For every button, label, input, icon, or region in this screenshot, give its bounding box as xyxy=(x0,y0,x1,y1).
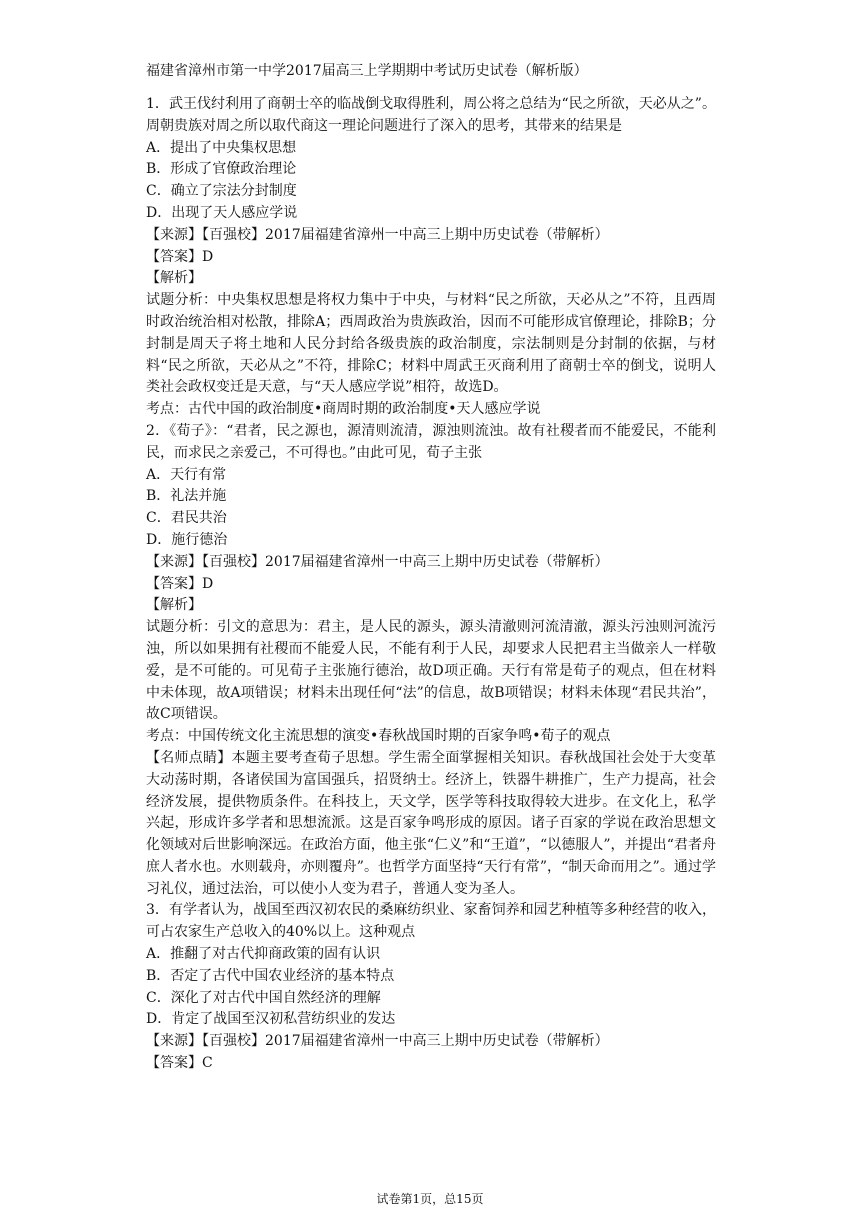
q2-analysis: 试题分析：引文的意思为：君主，是人民的源头，源头清澈则河流清澈，源头污浊则河流污浊，所以如果拥有社稷而不能爱人民，不能有利于人民，却要求人民把君主当做亲人一样敬爱，是不可能的。可见荀子主张施行德治，故D项正确。天行有常是荀子的观点，但在材料中未体现，故A项错误；材料未出现任何“法”的信息，故B项错误；材料未体现“君民共治”，故C项错误。 xyxy=(146,619,716,723)
q2-stem: 2．《荀子》：“君者，民之源也，源清则流清，源浊则流浊。故有社稷者而不能爱民，不能利民，而求民之亲爱己，不可得也。”由此可见，荀子主张 xyxy=(146,422,716,461)
q3-option-b: B．否定了古代中国农业经济的基本特点 xyxy=(146,967,395,984)
q3-stem: 3．有学者认为，战国至西汉初农民的桑麻纺织业、家畜饲养和园艺种植等多种经营的收入，可占农家生产总收入的40%以上。这种观点 xyxy=(146,902,716,941)
q2-answer: 【答案】D xyxy=(146,575,214,592)
document-title: 福建省漳州市第一中学2017届高三上学期期中考试历史试卷（解析版） xyxy=(146,63,588,79)
q1-answer: 【答案】D xyxy=(146,248,214,265)
q3-source: 【来源】【百强校】2017届福建省漳州一中高三上期中历史试卷（带解析） xyxy=(146,1033,609,1050)
q1-option-c: C．确立了宗法分封制度 xyxy=(146,183,297,200)
q2-option-d: D．施行德治 xyxy=(146,531,228,548)
document-body xyxy=(146,60,716,1075)
q2-option-b: B．礼法并施 xyxy=(146,488,227,505)
q3-option-c: C．深化了对古代中国自然经济的理解 xyxy=(146,989,381,1006)
q3-option-d: D．肯定了战国至汉初私营纺织业的发达 xyxy=(146,1011,396,1028)
q2-source: 【来源】【百强校】2017届福建省漳州一中高三上期中历史试卷（带解析） xyxy=(146,553,609,570)
q1-analysis-heading: 【解析】 xyxy=(146,270,202,287)
q2-keypoint: 考点：中国传统文化主流思想的演变•春秋战国时期的百家争鸣•荀子的观点 xyxy=(146,728,611,745)
q3-answer: 【答案】C xyxy=(146,1055,213,1072)
q1-option-b: B．形成了官僚政治理论 xyxy=(146,161,297,178)
q1-option-a: A．提出了中央集权思想 xyxy=(146,139,297,156)
q3-option-a: A．推翻了对古代抑商政策的固有认识 xyxy=(146,946,381,963)
q1-option-d: D．出现了天人感应学说 xyxy=(146,204,298,221)
q2-analysis-heading: 【解析】 xyxy=(146,597,202,614)
q2-option-a: A．天行有常 xyxy=(146,466,227,483)
q1-analysis: 试题分析：中央集权思想是将权力集中于中央，与材料“民之所欲，天必从之”不符，且西周时政治统治相对松散，排除A；西周政治为贵族政治，因而不可能形成官僚理论，排除B；分封制是周天子将土地和人民分封给各级贵族的政治制度，宗法制则是分封制的依据，与材料“民之所欲，天必从之”不符，排除C；材料中周武王灭商利用了商朝士卒的倒戈，说明人类社会政权变迁是天意，与“天人感应学说”相符，故选D。 xyxy=(146,292,716,396)
q2-option-c: C．君民共治 xyxy=(146,510,227,527)
q1-source: 【来源】【百强校】2017届福建省漳州一中高三上期中历史试卷（带解析） xyxy=(146,226,609,243)
page-footer: 试卷第1页，总15页 xyxy=(376,1192,484,1206)
q2-teacher-note: 【名师点睛】本题主要考查荀子思想。学生需全面掌握相关知识。春秋战国社会处于大变革大动荡时期，各诸侯国为富国强兵，招贤纳士。经济上，铁器牛耕推广，生产力提高，社会经济发展，提供物质条件。在科技上，天文学，医学等科技取得较大进步。在文化上，私学兴起，形成许多学者和思想流派。这是百家争鸣形成的原因。诸子百家的学说在政治思想文化领域对后世影响深远。在政治方面，他主张“仁义”和“王道”，“以德服人”，并提出“君者舟庶人者水也。水则载舟，亦则覆舟”。也哲学方面坚持“天行有常”，“制天命而用之”。通过学习礼仪，通过法治，可以使小人变为君子，普通人变为圣人。 xyxy=(146,749,716,897)
q1-stem: 1．武王伐纣利用了商朝士卒的临战倒戈取得胜利，周公将之总结为“民之所欲，天必从之”。周朝贵族对周之所以取代商这一理论问题进行了深入的思考，其带来的结果是 xyxy=(146,96,716,134)
q1-keypoint: 考点：古代中国的政治制度•商周时期的政治制度•天人感应学说 xyxy=(146,401,541,418)
